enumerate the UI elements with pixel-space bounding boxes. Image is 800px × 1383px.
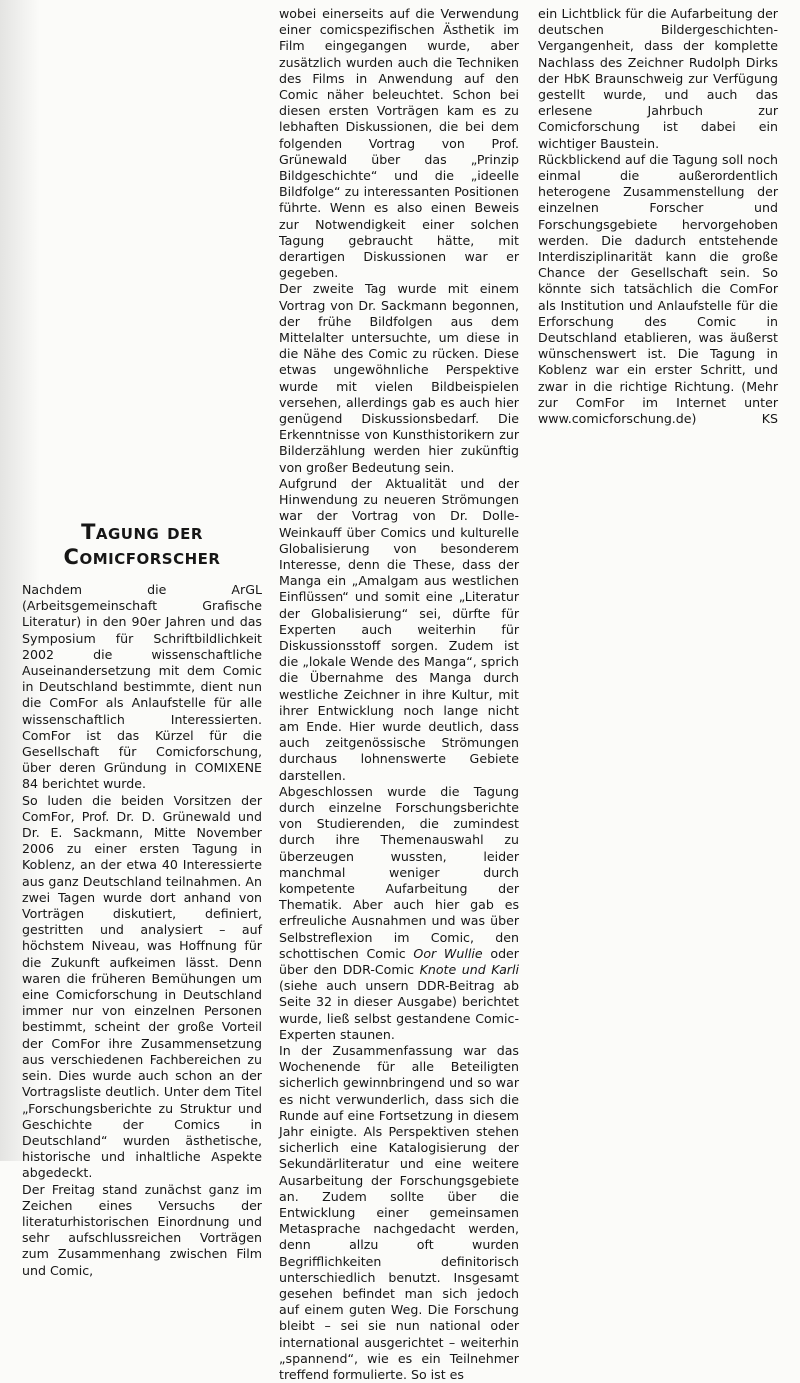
paragraph: wobei einerseits auf die Verwendung einer comicspezifischen Ästhetik im Film eingegangen wurde, aber zusätzlich wurden auch die Techniken des Films in Anwendung auf den Comic näher beleuchtet. Schon bei diesen ersten Vorträgen kam es zu lebhaften Diskussionen, die bei dem folgenden Vortrag von Prof. Grünewald über das „Prinzip Bildgeschichte“ und die „ideelle Bildfolge“ zu interessanten Positionen führte. Wenn es also einen Beweis zur Notwendigkeit einer solchen Tagung gebraucht hätte, mit derartigen Diskussionen war er gegeben. (279, 6, 519, 281)
paragraph: Nachdem die ArGL (Arbeitsgemeinschaft Grafische Literatur) in den 90er Jahren und das Symposium für Schriftbildlichkeit 2002 die wissenschaftliche Auseinandersetzung mit dem Comic in Deutschland bestimmte, dient nun die ComFor als Anlaufstelle für alle wissenschaftlich Interessierten. ComFor ist das Kürzel für die Gesellschaft für Comicforschung, über deren Gründung in COMIXENE 84 berichtet wurde. (22, 582, 262, 792)
article-column-1 (22, 520, 262, 1279)
paragraph-text: oder über den DDR-Comic (279, 945, 519, 977)
article-headline (22, 520, 262, 570)
article-column-2 (279, 6, 519, 1383)
paragraph: Der zweite Tag wurde mit einem Vortrag von Dr. Sackmann begonnen, der frühe Bildfolgen aus dem Mittelalter untersuchte, um diese in die Nähe des Comic zu rücken. Diese etwas ungewöhnliche Perspektive wurde mit vielen Bildbeispielen versehen, allerdings gab es auch hier genügend Diskussionsbedarf. Die Erkenntnisse von Kunsthistorikern zur Bilderzählung werden hier zukünftig von großer Bedeutung sein. (279, 281, 519, 475)
paragraph-text: Rückblickend auf die Tagung soll noch einmal die außerordentlich heterogene Zusammenstellung der einzelnen Forscher und Forschungsgebiete hervorgehoben werden. Die dadurch entstehende Interdisziplinarität kann die große Chance der Gesellschaft sein. So könnte sich tatsächlich die ComFor als Institution und Anlaufstelle für die Erforschung des Comic in Deutschland etablieren, was äußerst wünschenswert ist. Die Tagung in Koblenz war ein erster Schritt, und zwar in die richtige Richtung. (Mehr zur ComFor im Internet unter www.comicforschung.de) (538, 151, 778, 427)
paragraph (279, 784, 519, 1043)
headline-line-2: Comicforscher (63, 545, 221, 569)
author-signature: KS (761, 411, 778, 427)
paragraph: In der Zusammenfassung war das Wochenende für alle Beteiligten sicherlich gewinnbringend und so war es nicht verwunderlich, dass sich die Runde auf eine Fortsetzung in diesem Jahr einigte. Als Perspektiven stehen sicherlich eine Katalogisierung der Sekundärliteratur und eine weitere Ausarbeitung der Forschungsgebiete an. Zudem sollte über die Entwicklung einer gemeinsamen Metasprache nachgedacht werden, denn allzu oft wurden Begrifflichkeiten definitorisch unterschiedlich benutzt. Insgesamt gesehen befindet man sich jedoch auf einem guten Weg. Die Forschung bleibt – sei sie nun national oder international ausgerichtet – weiterhin „spannend“, wie es ein Teilnehmer treffend formulierte. So ist es (279, 1043, 519, 1383)
paragraph: Aufgrund der Aktualität und der Hinwendung zu neueren Strömungen war der Vortrag von Dr. Dolle-Weinkauff über Comics und kulturelle Globalisierung von besonderem Interesse, denn die These, dass der Manga ein „Amalgam aus westlichen Einflüssen“ und somit eine „Literatur der Globalisierung“ sei, dürfte für Experten auch weiterhin für Diskussionsstoff sorgen. Zudem ist die „lokale Wende des Manga“, sprich die Übernahme des Manga durch westliche Zeichner in ihre Kultur, mit ihrer Entwicklung noch lange nicht am Ende. Hier wurde deutlich, dass auch zeitgenössische Strömungen durchaus lohnenswerte Gebiete darstellen. (279, 475, 519, 783)
paragraph (538, 152, 778, 427)
comic-title: Oor Wullie (413, 945, 483, 961)
paragraph: ein Lichtblick für die Aufarbeitung der deutschen Bildergeschichten-Vergangenheit, dass der komplette Nachlass des Zeichner Rudolph Dirks der HbK Braunschweig zur Verfügung gestellt wurde, und auch das erlesene Jahrbuch zur Comicforschung ist dabei ein wichtiger Baustein. (538, 6, 778, 151)
paragraph: So luden die beiden Vorsitzen der ComFor, Prof. Dr. D. Grünewald und Dr. E. Sackmann, Mitte November 2006 zu einer ersten Tagung in Koblenz, an der etwa 40 Interessierte aus ganz Deutschland teilnahmen. An zwei Tagen wurde dort anhand von Vorträgen diskutiert, definiert, gestritten und analysiert – auf höchstem Niveau, was Hoffnung für die Zukunft aufkeimen lässt. Denn waren die früheren Bemühungen um eine Comicforschung in Deutschland immer nur von einzelnen Personen bestimmt, scheint der große Vorteil der ComFor ihre Zusammensetzung aus verschiedenen Fachbereichen zu sein. Dies wurde auch schon an der Vortragsliste deutlich. Unter dem Titel „Forschungsberichte zu Struktur und Geschichte der Comics in Deutschland“ wurden ästhetische, historische und inhaltliche Aspekte abgedeckt. (22, 792, 262, 1181)
comic-title: Knote und Karli (419, 961, 519, 977)
paragraph: Der Freitag stand zunächst ganz im Zeichen eines Versuchs der literaturhistorischen Einordnung und sehr aufschlussreichen Vorträgen zum Zusammenhang zwischen Film und Comic, (22, 1181, 262, 1278)
headline-line-1: Tagung der (81, 520, 203, 544)
paragraph-text: Abgeschlossen wurde die Tagung durch einzelne Forschungsberichte von Studierenden, die zumindest durch ihre Themenauswahl zu überzeugen wussten, leider manchmal weniger durch kompetente Aufarbeitung der Thematik. Aber auch hier gab es erfreuliche Ausnahmen und was über Selbstreflexion im Comic, den schottischen Comic (279, 783, 519, 961)
paragraph-text: (siehe auch unsern DDR-Beitrag ab Seite 32 in dieser Ausgabe) berichtet wurde, ließ selbst gestandene Comic-Experten staunen. (279, 978, 519, 1042)
article-column-3 (538, 6, 778, 427)
